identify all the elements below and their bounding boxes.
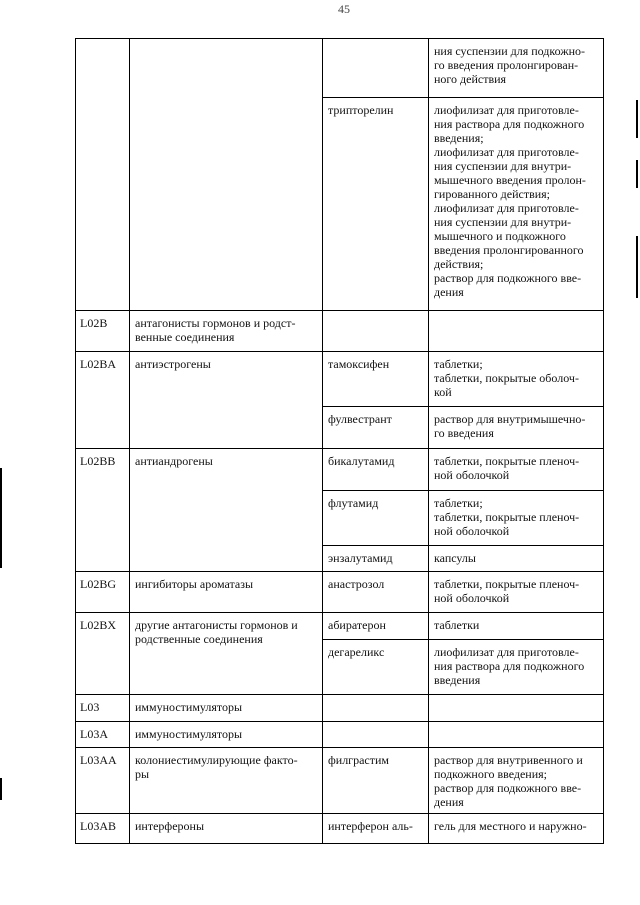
drug-name-cell [323,613,429,640]
dosage-form-cell [429,572,604,613]
dosage-form-cell-line: дения [434,795,464,809]
group-name-cell-line: антиэстрогены [135,357,211,371]
dosage-form-cell [429,98,604,311]
table-row [76,814,604,844]
atc-code-cell: L02BG [76,572,130,613]
scan-mark [636,160,638,188]
drug-name-cell [323,407,429,449]
drug-name-cell [323,546,429,572]
table-row [76,449,604,491]
drug-name-cell [323,449,429,491]
atc-code-cell: L02BB [76,449,130,572]
dosage-form-cell [429,311,604,352]
drug-name-cell-line: флутамид [328,496,379,510]
dosage-form-cell-line: гированного действия; [434,187,551,201]
dosage-form-cell-line: лиофилизат для приготовле- [434,145,579,159]
drug-name-cell-line: бикалутамид [328,454,395,468]
dosage-form-cell [429,546,604,572]
dosage-form-cell-line: таблетки, покрытые пленоч- [434,577,580,591]
group-name-cell [130,572,323,613]
atc-code-cell [76,39,130,311]
dosage-form-cell-line: мышечного и подкожного [434,229,566,243]
drug-name-cell-line: филграстим [328,753,390,767]
group-name-cell-line: другие антагонисты гормонов и [135,618,298,632]
atc-code-cell: L03AA [76,748,130,814]
drug-name-cell [323,640,429,695]
drug-name-cell-line: тамоксифен [328,357,390,371]
group-name-cell-line: колониестимулирующие факто- [135,753,298,767]
dosage-form-cell-line: ния раствора для подкожного [434,117,585,131]
dosage-form-cell-line: ного действия [434,72,507,86]
scan-mark [0,778,2,800]
dosage-form-cell [429,695,604,722]
dosage-form-cell [429,491,604,546]
dosage-form-cell-line: раствор для подкожного вве- [434,271,582,285]
dosage-form-cell-line: лиофилизат для приготовле- [434,645,579,659]
atc-code-cell: L03A [76,722,130,748]
group-name-cell-line: ингибиторы ароматазы [135,577,254,591]
group-name-cell [130,748,323,814]
group-name-cell-line: интерфероны [135,819,204,833]
drug-name-cell-line: анастрозол [328,577,385,591]
drug-name-cell [323,748,429,814]
drug-name-cell [323,695,429,722]
dosage-form-cell [429,449,604,491]
dosage-form-cell [429,640,604,695]
dosage-form-cell-line: лиофилизат для приготовле- [434,103,579,117]
dosage-form-cell-line: ния суспензии для внутри- [434,215,572,229]
table-row [76,39,604,98]
dosage-form-cell-line: раствор для внутривенного и [434,753,583,767]
atc-code-cell: L03AB [76,814,130,844]
atc-code-cell: L02B [76,311,130,352]
dosage-form-cell-line: введения [434,673,481,687]
dosage-form-cell-line: таблетки, покрытые пленоч- [434,510,580,524]
drug-name-cell [323,39,429,98]
dosage-form-cell [429,722,604,748]
dosage-form-cell-line: введения пролонгированного [434,243,584,257]
group-name-cell [130,449,323,572]
dosage-form-cell-line: лиофилизат для приготовле- [434,201,579,215]
dosage-form-cell-line: мышечного введения пролон- [434,173,586,187]
atc-code-cell: L03 [76,695,130,722]
group-name-cell [130,722,323,748]
group-name-cell-line: антагонисты гормонов и родст- [135,316,296,330]
group-name-cell-line: иммуностимуляторы [135,700,243,714]
dosage-form-cell-line: действия; [434,257,484,271]
group-name-cell [130,613,323,695]
dosage-form-cell-line: кой [434,385,452,399]
drug-name-cell-line: дегареликс [328,645,385,659]
dosage-form-cell-line: ной оболочкой [434,524,510,538]
dosage-form-cell [429,407,604,449]
table-row [76,695,604,722]
medication-table [75,38,604,844]
atc-code-cell: L02BA [76,352,130,449]
table-row [76,572,604,613]
dosage-form-cell-line: раствор для внутримышечно- [434,412,586,426]
group-name-cell [130,311,323,352]
dosage-form-cell-line: таблетки [434,618,480,632]
dosage-form-cell-line: ния суспензии для внутри- [434,159,572,173]
dosage-form-cell-line: таблетки; [434,357,483,371]
dosage-form-cell [429,39,604,98]
dosage-form-cell-line: ной оболочкой [434,468,510,482]
table-row [76,352,604,407]
table-row [76,613,604,640]
group-name-cell-line: иммуностимуляторы [135,727,243,741]
dosage-form-cell [429,613,604,640]
dosage-form-cell-line: капсулы [434,551,476,565]
drug-name-cell [323,311,429,352]
dosage-form-cell [429,352,604,407]
drug-name-cell-line: трипторелин [328,103,394,117]
group-name-cell [130,39,323,311]
drug-name-cell-line: фулвестрант [328,412,392,426]
dosage-form-cell-line: ния раствора для подкожного [434,659,585,673]
drug-name-cell [323,722,429,748]
drug-name-cell-line: интерферон аль- [328,819,413,833]
dosage-form-cell-line: таблетки, покрытые оболоч- [434,371,579,385]
drug-name-cell-line: абиратерон [328,618,386,632]
dosage-form-cell [429,814,604,844]
drug-name-cell [323,98,429,311]
page-number: 45 [338,2,350,16]
scan-mark [0,468,2,568]
dosage-form-cell-line: таблетки, покрытые пленоч- [434,454,580,468]
drug-name-cell-line: энзалутамид [328,551,393,565]
drug-name-cell [323,572,429,613]
group-name-cell-line: антиандрогены [135,454,213,468]
group-name-cell [130,352,323,449]
dosage-form-cell-line: го введения [434,426,494,440]
table-row [76,311,604,352]
dosage-form-cell [429,748,604,814]
dosage-form-cell-line: гель для местного и наружно- [434,819,587,833]
dosage-form-cell-line: таблетки; [434,496,483,510]
dosage-form-cell-line: ния суспензии для подкожно- [434,44,586,58]
drug-name-cell [323,352,429,407]
table-row [76,748,604,814]
atc-code-cell: L02BX [76,613,130,695]
group-name-cell-line: венные соединения [135,330,235,344]
group-name-cell [130,814,323,844]
scan-mark [636,236,638,298]
group-name-cell-line: родственные соединения [135,632,263,646]
group-name-cell [130,695,323,722]
drug-name-cell [323,491,429,546]
drug-name-cell [323,814,429,844]
dosage-form-cell-line: введения; [434,131,484,145]
dosage-form-cell-line: ной оболочкой [434,591,510,605]
group-name-cell-line: ры [135,767,150,781]
dosage-form-cell-line: подкожного введения; [434,767,547,781]
dosage-form-cell-line: дения [434,285,464,299]
scan-mark [636,100,638,138]
dosage-form-cell-line: го введения пролонгирован- [434,58,579,72]
dosage-form-cell-line: раствор для подкожного вве- [434,781,582,795]
table-row [76,722,604,748]
